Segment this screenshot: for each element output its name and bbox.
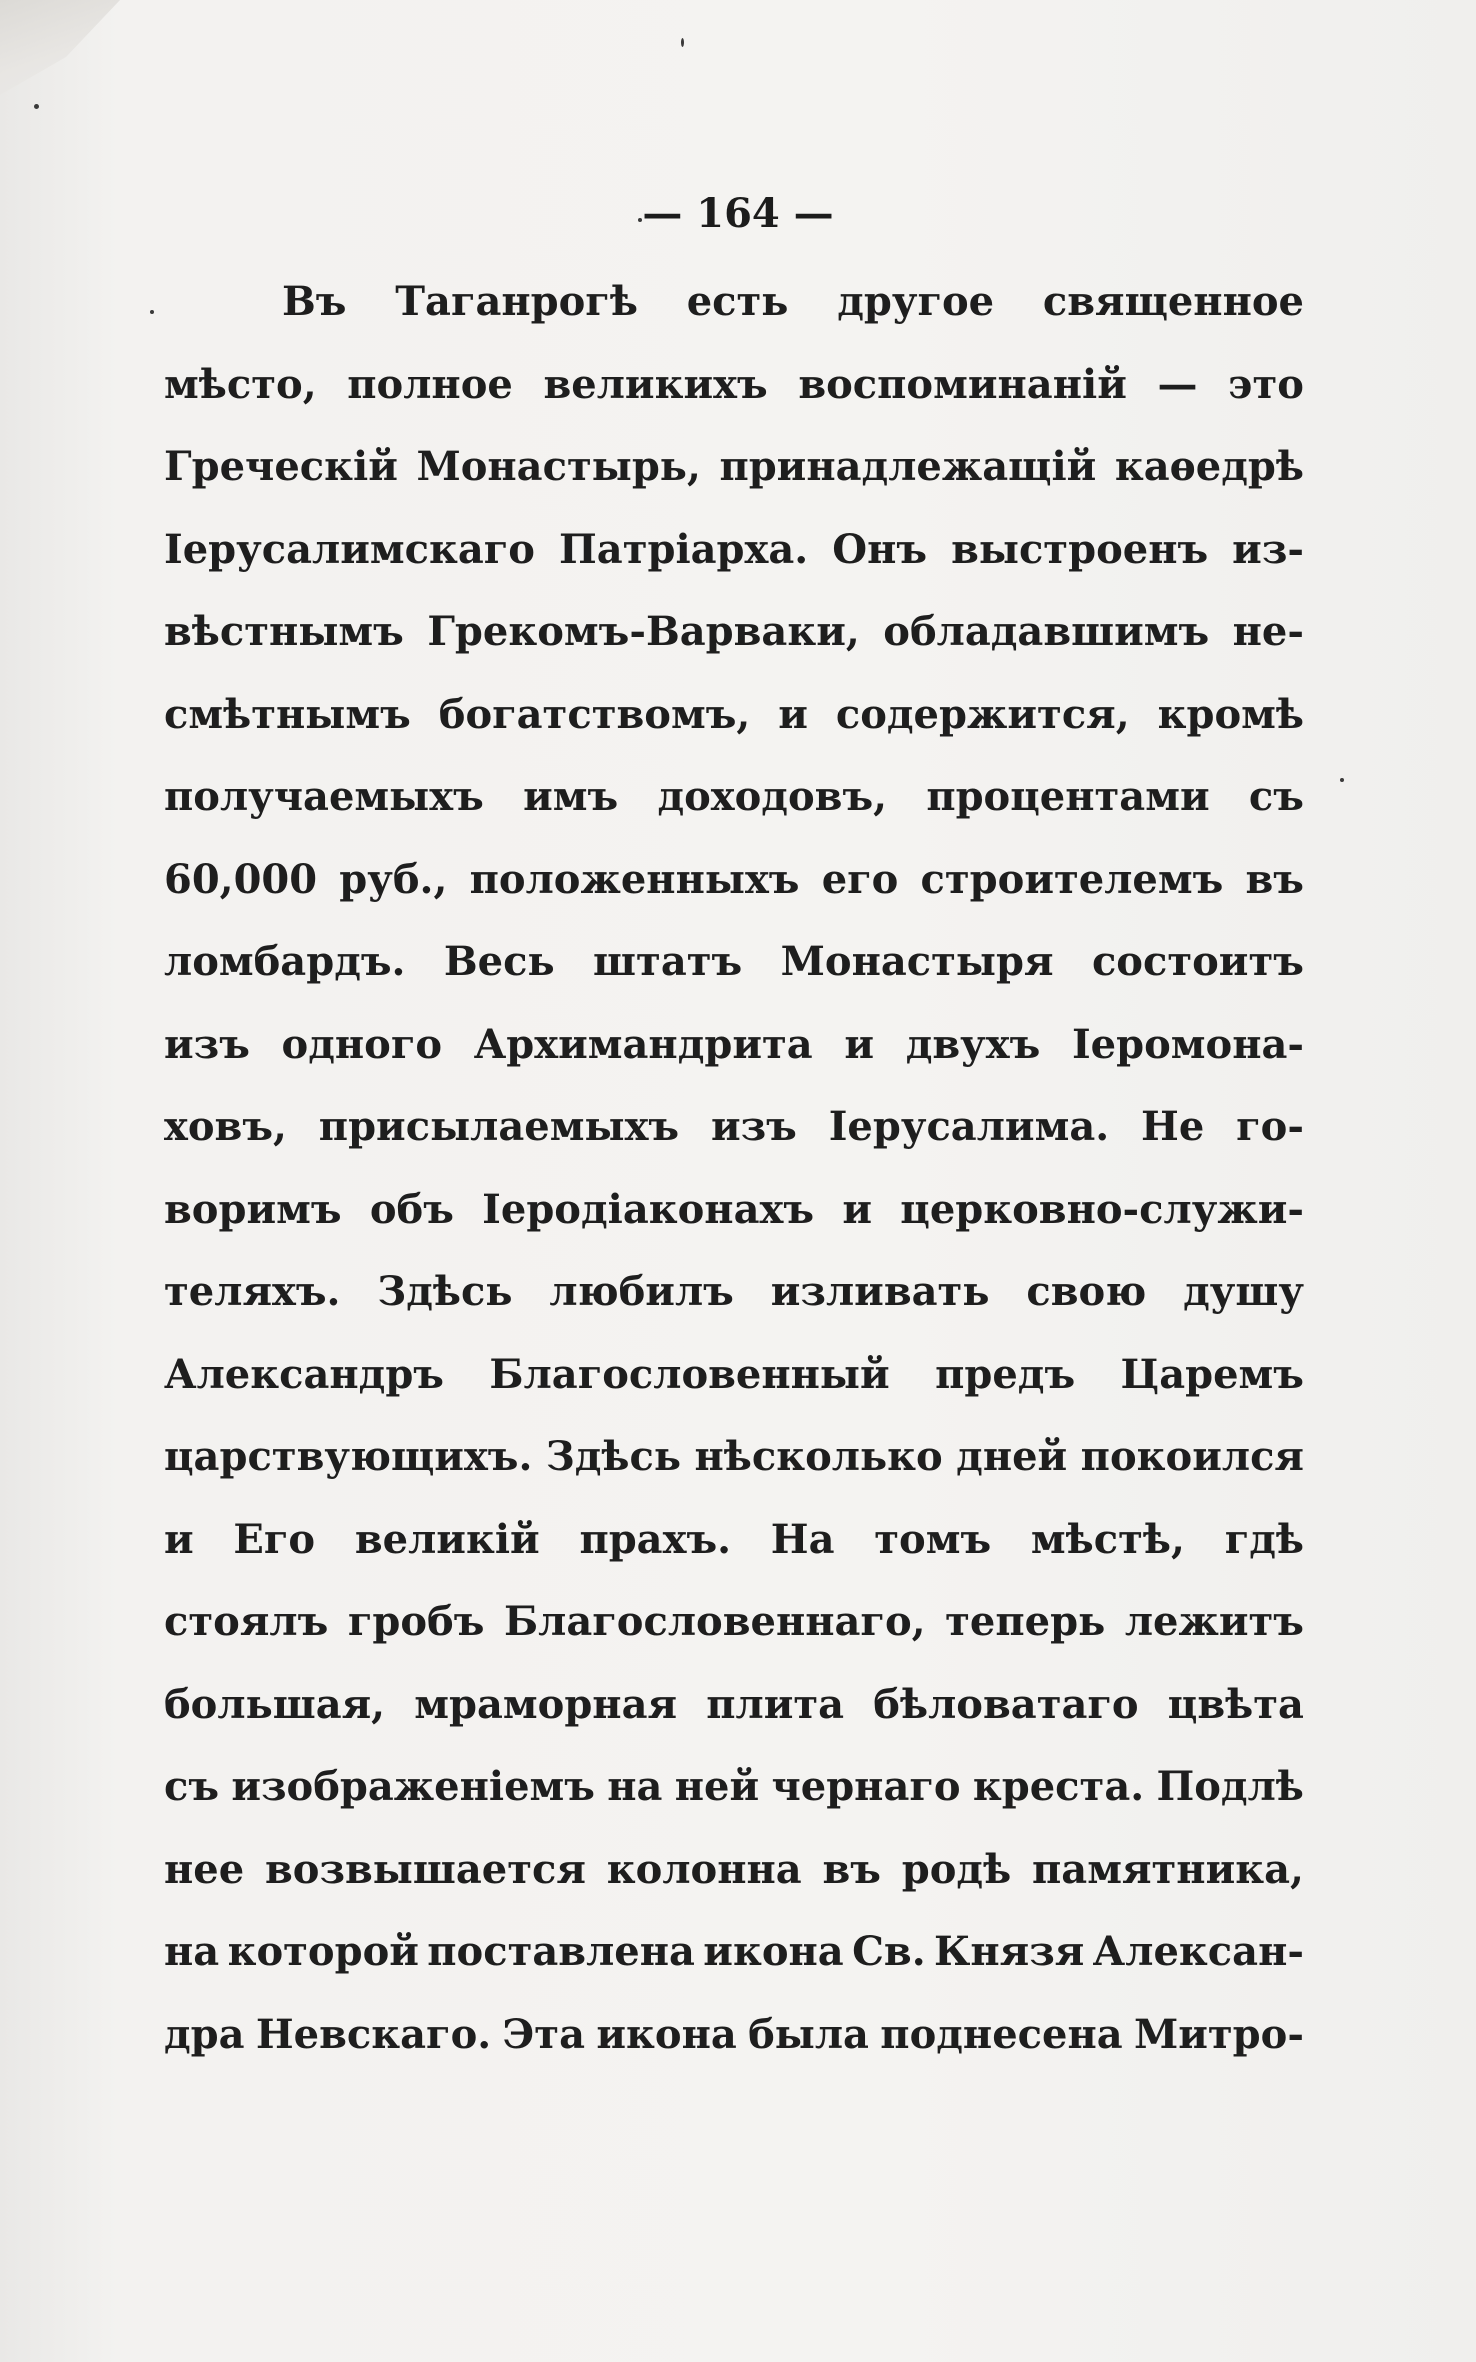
- ink-speck: [681, 38, 684, 47]
- text-line: теляхъ. Здѣсь любилъ изливать свою душу: [164, 1268, 1304, 1315]
- text-line: Греческiй Монастырь, принадлежащiй каѳедрѣ: [164, 443, 1304, 490]
- text-line: ломбардъ. Весь штатъ Монастыря состоитъ: [164, 938, 1304, 985]
- ink-speck: [1340, 778, 1344, 782]
- text-line: царствующихъ. Здѣсь нѣсколько дней покоился: [164, 1433, 1304, 1480]
- ink-speck: [638, 218, 642, 222]
- text-line: смѣтнымъ богатствомъ, и содержится, кромѣ: [164, 690, 1304, 738]
- body-text: [164, 278, 1304, 2093]
- text-line: стоялъ гробъ Благословеннаго, теперь лежитъ: [164, 1598, 1304, 1645]
- text-line: Въ Таганрогѣ есть другое священное: [282, 278, 1304, 325]
- text-line: и Его великiй прахъ. На томъ мѣстѣ, гдѣ: [164, 1515, 1304, 1563]
- torn-page-corner: [0, 0, 120, 95]
- text-line: Iерусалимскаго Патрiарха. Онъ выстроенъ из-: [164, 525, 1304, 573]
- page-number: — 164 —: [642, 190, 834, 237]
- text-line: Александръ Благословенный предъ Царемъ: [164, 1350, 1304, 1398]
- text-line: на которой поставлена икона Св. Князя Алексан-: [164, 1928, 1304, 1975]
- text-line: изъ одного Архимандрита и двухъ Iеромона-: [164, 1020, 1304, 1068]
- text-line: большая, мраморная плита бѣловатаго цвѣта: [164, 1680, 1304, 1728]
- text-line: съ изображенiемъ на ней чернаго креста. Подлѣ: [164, 1763, 1304, 1810]
- text-line: вѣстнымъ Грекомъ-Варваки, обладавшимъ не-: [164, 608, 1304, 655]
- ink-speck: [150, 310, 154, 314]
- text-line: получаемыхъ имъ доходовъ, процентами съ: [164, 773, 1304, 820]
- text-line: ховъ, присылаемыхъ изъ Iерусалима. Не го-: [164, 1103, 1304, 1150]
- ink-speck: [34, 104, 39, 109]
- text-line: 60,000 руб., положенныхъ его строителемъ въ: [164, 855, 1304, 903]
- text-line: воримъ объ Iеродiаконахъ и церковно-служи-: [164, 1185, 1304, 1233]
- text-line: мѣсто, полное великихъ воспоминанiй — это: [164, 360, 1304, 408]
- text-line: дра Невскаго. Эта икона была поднесена Митро-: [164, 2010, 1304, 2058]
- text-line: нее возвышается колонна въ родѣ памятника,: [164, 1845, 1304, 1893]
